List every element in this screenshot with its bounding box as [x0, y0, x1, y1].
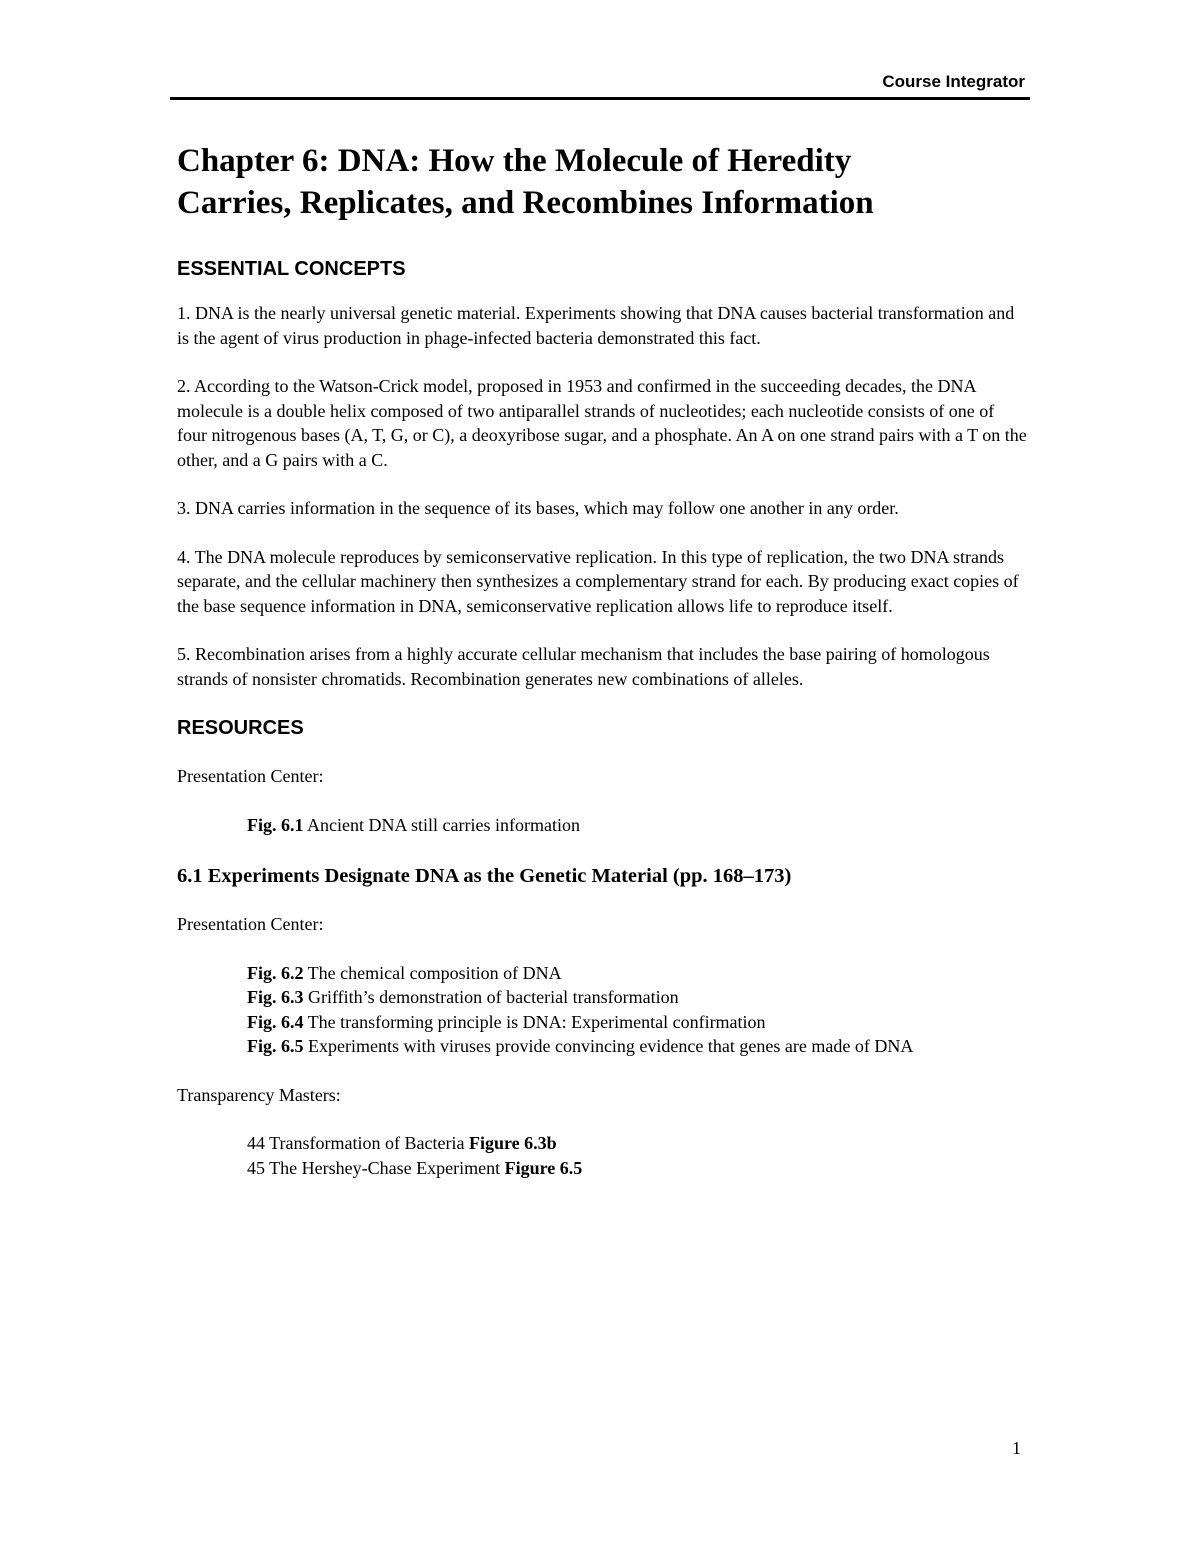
figure-number: Fig. 6.2 [247, 962, 304, 983]
transparency-title: Transformation of Bacteria [265, 1133, 469, 1153]
concept-item: 1. DNA is the nearly universal genetic material. Experiments showing that DNA causes bacterial transformation and is the agent of virus production in phage-infected bacteria demonstrated this fact. [177, 303, 1015, 348]
section-6-1-figure-list [247, 961, 987, 1059]
figure-item [247, 961, 987, 986]
figure-number: Fig. 6.4 [247, 1011, 304, 1032]
chapter-title-line-1: Chapter 6: DNA: How the Molecule of Heredity [177, 143, 852, 179]
resources-figure-list [247, 813, 1027, 838]
figure-caption: The chemical composition of DNA [303, 962, 562, 983]
figure-caption: Experiments with viruses provide convincing evidence that genes are made of DNA [303, 1036, 914, 1056]
transparency-masters-label: Transparency Masters: [177, 1084, 341, 1105]
figure-number: Fig. 6.3 [247, 987, 304, 1007]
header-rule [170, 97, 1030, 100]
transparency-number: 44 [247, 1133, 265, 1153]
figure-caption: Griffith’s demonstration of bacterial transformation [303, 987, 679, 1007]
presentation-center-label: Presentation Center: [177, 766, 324, 786]
figure-item [247, 985, 987, 1010]
transparency-figure: Figure 6.3b [468, 1133, 557, 1153]
transparency-number: 45 [247, 1157, 265, 1178]
figure-caption: The transforming principle is DNA: Experimental confirmation [303, 1011, 766, 1032]
resources-heading: RESOURCES [177, 717, 304, 739]
transparency-item [247, 1131, 1027, 1156]
page-number: 1 [1012, 1438, 1021, 1458]
transparency-item [247, 1156, 1027, 1181]
running-head: Course Integrator [882, 72, 1025, 91]
transparency-title: The Hershey-Chase Experiment [265, 1157, 505, 1178]
transparency-list [247, 1131, 1027, 1180]
concept-item: 3. DNA carries information in the sequence of its bases, which may follow one another in any order. [177, 498, 899, 518]
figure-caption: Ancient DNA still carries information [303, 814, 580, 835]
page-content [177, 140, 1027, 1180]
presentation-center-label: Presentation Center: [177, 914, 324, 934]
figure-item [247, 1010, 987, 1035]
section-6-1-heading: 6.1 Experiments Designate DNA as the Genetic Material (pp. 168–173) [177, 865, 792, 887]
figure-number: Fig. 6.1 [247, 814, 304, 835]
figure-item [247, 813, 1027, 838]
transparency-figure: Figure 6.5 [504, 1157, 583, 1178]
concept-item: 4. The DNA molecule reproduces by semiconservative replication. In this type of replication, the two DNA strands separate, and the cellular machinery then synthesizes a complementary strand for each. By producing exact copies of the base sequence information in DNA, semiconservative replication allows life to reproduce itself. [177, 546, 1019, 616]
concept-item: 5. Recombination arises from a highly accurate cellular mechanism that includes the base pairing of homologous strands of nonsister chromatids. Recombination generates new combinations of alleles. [177, 644, 990, 689]
chapter-title-line-2: Carries, Replicates, and Recombines Information [177, 185, 874, 221]
chapter-title [177, 140, 1027, 224]
figure-item [247, 1034, 987, 1059]
concept-item: 2. According to the Watson-Crick model, proposed in 1953 and confirmed in the succeeding decades, the DNA molecule is a double helix composed of two antiparallel strands of nucleotides; each nucleotide consists of one of four nitrogenous bases (A, T, G, or C), a deoxyribose sugar, and a phosphate. An A on one strand pairs with a T on the other, and a G pairs with a C. [177, 376, 1027, 470]
figure-number: Fig. 6.5 [247, 1036, 304, 1056]
essential-concepts-heading: ESSENTIAL CONCEPTS [177, 258, 406, 280]
